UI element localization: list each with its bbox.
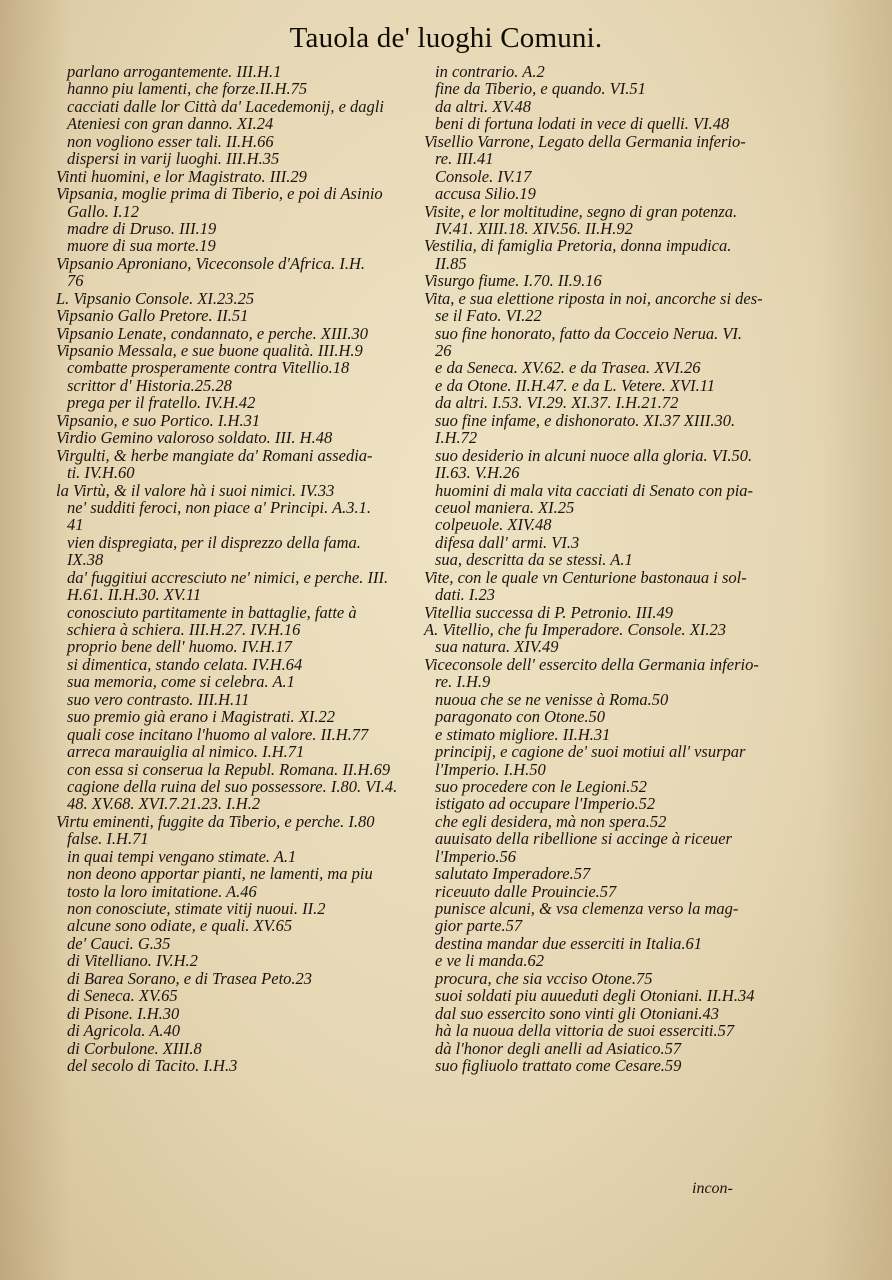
index-entry-line: del secolo di Tacito. I.H.3 [67,1055,238,1075]
index-entry-line: alcune sono odiate, e quali. XV.65 [67,916,293,936]
index-entry-line: procura, che sia vcciso Otone.75 [435,968,653,988]
index-entry-line: suo fine honorato, fatto da Cocceio Nerua. VI. [435,323,743,343]
index-entry-line: Vite, con le quale vn Centurione bastonaua i sol- [424,567,747,587]
index-entry-line: H.61. II.H.30. XV.11 [67,585,202,605]
index-entry-line: se il Fato. VI.22 [435,306,542,326]
index-entry-line: A. Vitellio, che fu Imperadore. Console. XI.23 [424,620,726,639]
index-entry-line: suo figliuolo trattato come Cesare.59 [435,1055,682,1075]
index-entry-line: Virdio Gemino valoroso soldato. III. H.48 [56,428,333,448]
index-entry-line: Vipsanio Lenate, condannato, e perche. XIII.30 [56,323,369,343]
page-title: Tauola de' luoghi Comuni. [289,22,603,54]
index-entry-line: sua memoria, come si celebra. A.1 [67,672,295,692]
index-entry-line: vien dispregiata, per il disprezzo della fama. [67,532,361,552]
index-entry-line: Vita, e sua elettione riposta in noi, ancorche si des- [424,288,763,308]
index-entry-line: e stimato migliore. II.H.31 [435,724,611,744]
index-entry-line: e ve li manda.62 [435,951,545,971]
index-entry-line: dal suo essercito sono vinti gli Otoniani.43 [435,1003,720,1023]
index-entry-line: Gallo. I.12 [67,201,139,221]
index-entry-line: II.85 [435,253,467,273]
index-entry-line: schiera à schiera. III.H.27. IV.H.16 [67,620,301,639]
index-entry-line: l'Imperio.56 [435,846,516,866]
index-entry-line: non vogliono esser tali. II.H.66 [67,131,274,151]
index-entry-line: ceuol maniera. XI.25 [435,497,575,517]
index-entry-line: Vipsanio Gallo Pretore. II.51 [56,306,249,326]
index-entry-line: e da Seneca. XV.62. e da Trasea. XVI.26 [435,358,701,378]
index-entry-line: L. Vipsanio Console. XI.23.25 [56,288,255,308]
index-entry-line: combatte prosperamente contra Vitellio.18 [67,358,350,378]
catchword: incon- [692,1180,733,1197]
index-entry-line: e da Otone. II.H.47. e da L. Vetere. XVI.11 [435,375,715,395]
index-entry-line: Virtu eminenti, fuggite da Tiberio, e perche. I.80 [56,811,375,831]
index-entry-line: la Virtù, & il valore hà i suoi nimici. IV.33 [56,480,335,500]
index-entry-line: di Barea Sorano, e di Trasea Peto.23 [67,968,313,988]
index-entry-line: di Corbulone. XIII.8 [67,1038,202,1058]
index-entry-line: che egli desidera, mà non spera.52 [435,811,667,831]
index-entry-line: suo procedere con le Legioni.52 [435,776,647,796]
index-entry-line: Vipsanio, e suo Portico. I.H.31 [56,410,261,430]
index-entry-line: fine da Tiberio, e quando. VI.51 [435,79,646,99]
index-entry-line: in quai tempi vengano stimate. A.1 [67,846,297,866]
index-entry-line: gior parte.57 [435,916,523,936]
index-entry-line: da altri. XV.48 [435,96,531,116]
index-entry-line: beni di fortuna lodati in vece di quelli. VI.48 [435,114,730,134]
index-entry-line: Visite, e lor moltitudine, segno di gran potenza. [424,201,738,221]
index-entry-line: Vestilia, di famiglia Pretoria, donna impudica. [424,236,732,256]
index-entry-line: cagione della ruina del suo possessore. I.80. VI.4. [67,776,398,796]
index-entry-line: Vitellia successa di P. Petronio. III.49 [424,602,673,622]
index-entry-line: madre di Druso. III.19 [67,218,217,238]
index-entry-line: colpeuole. XIV.48 [435,515,552,535]
index-entry-line: IX.38 [67,550,104,570]
index-entry-line: salutato Imperadore.57 [435,864,591,884]
index-entry-line: difesa dall' armi. VI.3 [435,532,580,552]
index-entry-line: in contrario. A.2 [435,62,545,81]
index-entry-line: con essa si conserua la Republ. Romana. II.H.69 [67,759,391,779]
index-entry-line: quali cose incitano l'huomo al valore. II.H.77 [67,724,369,744]
index-entry-line: ti. IV.H.60 [67,463,135,483]
index-entry-line: prega per il fratello. IV.H.42 [67,393,256,413]
index-entry-line: re. III.41 [435,149,494,169]
index-entry-line: accusa Silio.19 [435,184,536,204]
index-entry-line: non conosciute, stimate vitij nuoui. II.2 [67,899,326,918]
index-entry-line: muore di sua morte.19 [67,236,216,256]
index-entry-line: riceuuto dalle Prouincie.57 [435,881,617,901]
index-entry-line: sua, descritta da se stessi. A.1 [435,550,633,570]
index-entry-line: ne' sudditi feroci, non piace a' Principi. A.3.1. [67,497,372,517]
index-entry-line: suo premio già erano i Magistrati. XI.22 [67,707,335,727]
index-entry-line: paragonato con Otone.50 [435,707,606,727]
index-entry-line: Visurgo fiume. I.70. II.9.16 [424,271,602,291]
index-entry-line: suo fine infame, e dishonorato. XI.37 XIII.30. [435,410,736,430]
index-entry-line: si dimentica, stando celata. IV.H.64 [67,654,303,674]
index-entry-line: cacciati dalle lor Città da' Lacedemonij, e dagli [67,96,384,116]
index-entry-line: dispersi in varij luoghi. III.H.35 [67,149,280,169]
index-entry-line: 76 [67,271,84,291]
index-entry-line: punisce alcuni, & vsa clemenza verso la mag- [435,899,739,918]
index-entry-line: 41 [67,515,84,535]
index-entry-line: Vipsania, moglie prima di Tiberio, e poi di Asinio [56,184,383,204]
index-entry-line: di Pisone. I.H.30 [67,1003,180,1023]
index-entry-line: re. I.H.9 [435,672,491,692]
index-column-right [424,63,774,1074]
index-entry-line: destina mandar due esserciti in Italia.61 [435,933,703,953]
index-entry-line: tosto la loro imitatione. A.46 [67,881,257,901]
index-entry-line: suo vero contrasto. III.H.11 [67,689,250,709]
index-entry-line: di Seneca. XV.65 [67,986,178,1006]
index-entry-line: I.H.72 [435,428,478,448]
index-entry-line: 26 [435,341,452,360]
index-entry-line: conosciuto partitamente in battaglie, fatte à [67,602,357,622]
index-entry-line: parlano arrogantemente. III.H.1 [67,62,282,81]
index-entry-line: false. I.H.71 [67,829,149,849]
index-entry-line: dati. I.23 [435,585,496,605]
index-entry-line: istigato ad occupare l'Imperio.52 [435,794,656,814]
index-entry-line: Virgulti, & herbe mangiate da' Romani assedia- [56,445,373,465]
index-entry-line: dà l'honor degli anelli ad Asiatico.57 [435,1038,682,1058]
index-entry-line: Vipsanio Messala, e sue buone qualità. III.H.9 [56,341,363,360]
index-entry-line: suoi soldati piu auueduti degli Otoniani. II.H.34 [435,986,755,1006]
index-entry-line: nuoua che se ne venisse à Roma.50 [435,689,669,709]
index-entry-line: huomini di mala vita cacciati di Senato con pia- [435,480,754,500]
index-entry-line: di Vitelliano. IV.H.2 [67,951,198,971]
index-entry-line: proprio bene dell' huomo. IV.H.17 [67,637,292,657]
index-entry-line: arreca marauiglia al nimico. I.H.71 [67,742,305,762]
index-entry-line: IV.41. XIII.18. XIV.56. II.H.92 [435,218,633,238]
index-entry-line: Ateniesi con gran danno. XI.24 [67,114,274,134]
index-entry-line: de' Cauci. G.35 [67,933,171,953]
index-entry-line: hà la nuoua della vittoria de suoi esserciti.57 [435,1021,735,1041]
index-entry-line: 48. XV.68. XVI.7.21.23. I.H.2 [67,794,261,814]
index-entry-line: da' fuggitiui accresciuto ne' nimici, e perche. III. [67,567,389,587]
index-entry-line: suo desiderio in alcuni nuoce alla gloria. VI.50. [435,445,753,465]
index-entry-line: auuisato della ribellione si accinge à riceuer [435,829,732,849]
index-entry-line: da altri. I.53. VI.29. XI.37. I.H.21.72 [435,393,679,413]
index-entry-line: scrittor d' Historia.25.28 [67,375,232,395]
index-entry-line: II.63. V.H.26 [435,463,520,483]
index-entry-line: Viceconsole dell' essercito della Germania inferio- [424,654,759,674]
index-entry-line: non deono apportar pianti, ne lamenti, ma piu [67,864,373,884]
index-entry-line: l'Imperio. I.H.50 [435,759,546,779]
index-entry-line: principij, e cagione de' suoi motiui all' vsurpar [435,742,746,762]
index-column-left [56,63,416,1074]
index-entry-line: Vipsanio Aproniano, Viceconsole d'Africa. I.H. [56,253,366,273]
index-entry-line: Vinti huomini, e lor Magistrato. III.29 [56,166,307,186]
index-entry-line: Visellio Varrone, Legato della Germania inferio- [424,131,746,151]
index-entry-line: Console. IV.17 [435,166,532,186]
index-entry-line: di Agricola. A.40 [67,1021,181,1041]
index-entry-line: hanno piu lamenti, che forze.II.H.75 [67,79,308,99]
index-entry-line: sua natura. XIV.49 [435,637,559,657]
